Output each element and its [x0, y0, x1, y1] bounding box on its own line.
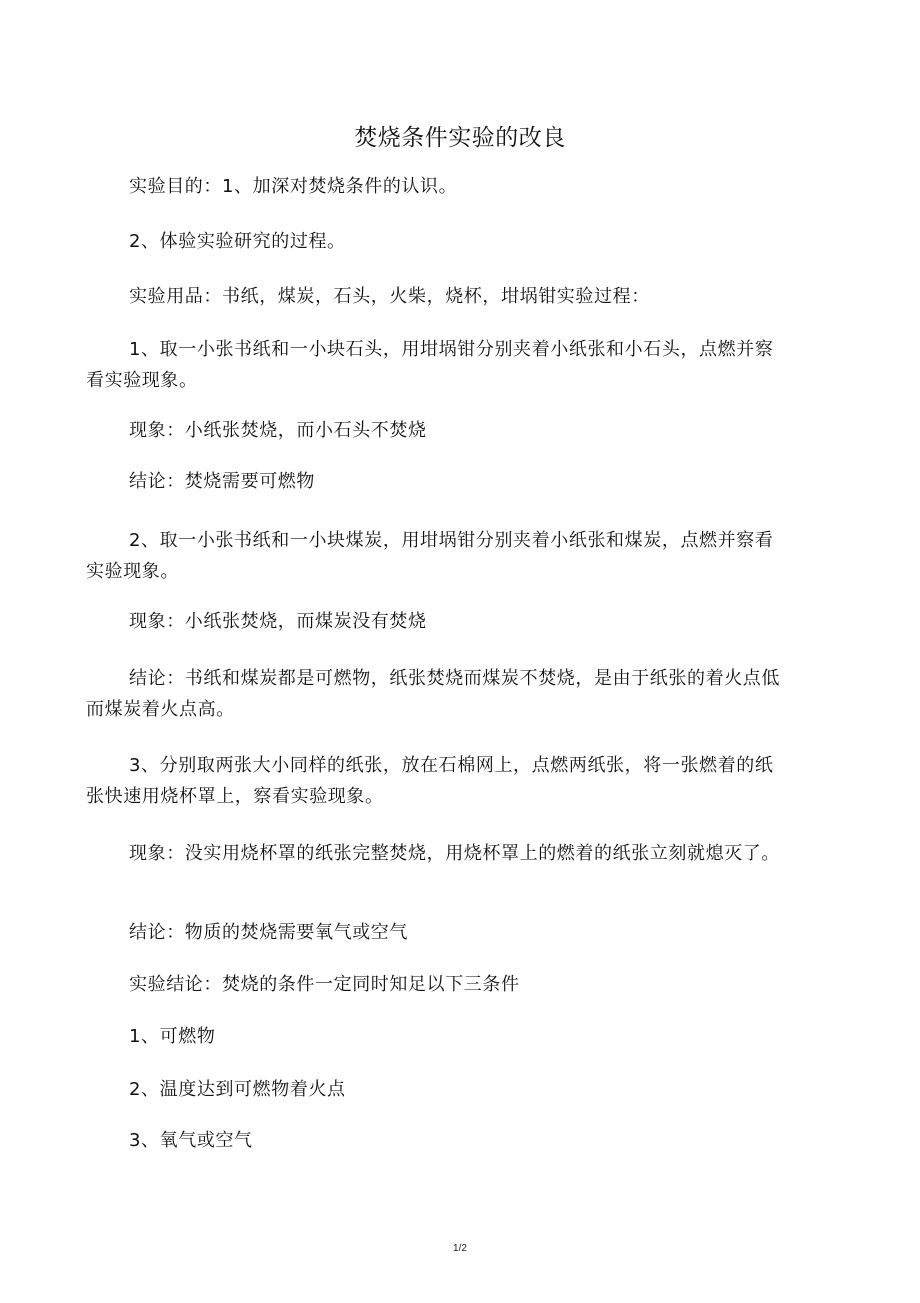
document-title: 焚烧条件实验的改良: [354, 125, 566, 151]
page-number: 1/2: [453, 1243, 467, 1254]
paragraph-phenomenon-3: 现象：没实用烧杯罩的纸张完整焚烧，用烧杯罩上的燃着的纸张立刻就熄灭了。: [129, 843, 780, 864]
paragraph-purpose-2: 2、体验实验研究的过程。: [129, 231, 346, 252]
list-item-condition-3: 3、氧气或空气: [129, 1130, 253, 1151]
paragraph-conclusion-2: 结论：书纸和煤炭都是可燃物，纸张焚烧而煤炭不焚烧，是由于纸张的着火点低而煤炭着火点高。: [86, 668, 780, 720]
paragraph-step-1: 1、取一小张书纸和一小块石头，用坩埚钳分别夹着小纸张和小石头，点燃并察看实验现象。: [86, 339, 774, 391]
paragraph-conclusion-3: 结论：物质的焚烧需要氧气或空气: [129, 922, 408, 943]
paragraph-step-2: 2、取一小张书纸和一小块煤炭，用坩埚钳分别夹着小纸张和煤炭，点燃并察看实验现象。: [86, 530, 774, 582]
paragraph-phenomenon-1: 现象：小纸张焚烧，而小石头不焚烧: [129, 420, 427, 441]
paragraph-materials: 实验用品：书纸，煤炭，石头，火柴，烧杯，坩埚钳实验过程：: [129, 286, 650, 307]
paragraph-phenomenon-2: 现象：小纸张焚烧，而煤炭没有焚烧: [129, 611, 427, 632]
paragraph-purpose-1: 实验目的：1、加深对焚烧条件的认识。: [129, 176, 458, 197]
list-item-condition-2: 2、温度达到可燃物着火点: [129, 1079, 346, 1100]
paragraph-step-3: 3、分别取两张大小同样的纸张，放在石棉网上，点燃两纸张，将一张燃着的纸张快速用烧杯罩上，察看实验现象。: [86, 755, 774, 807]
list-item-condition-1: 1、可燃物: [129, 1026, 216, 1047]
paragraph-final-conclusion: 实验结论：焚烧的条件一定同时知足以下三条件: [129, 974, 520, 995]
paragraph-conclusion-1: 结论：焚烧需要可燃物: [129, 471, 315, 492]
